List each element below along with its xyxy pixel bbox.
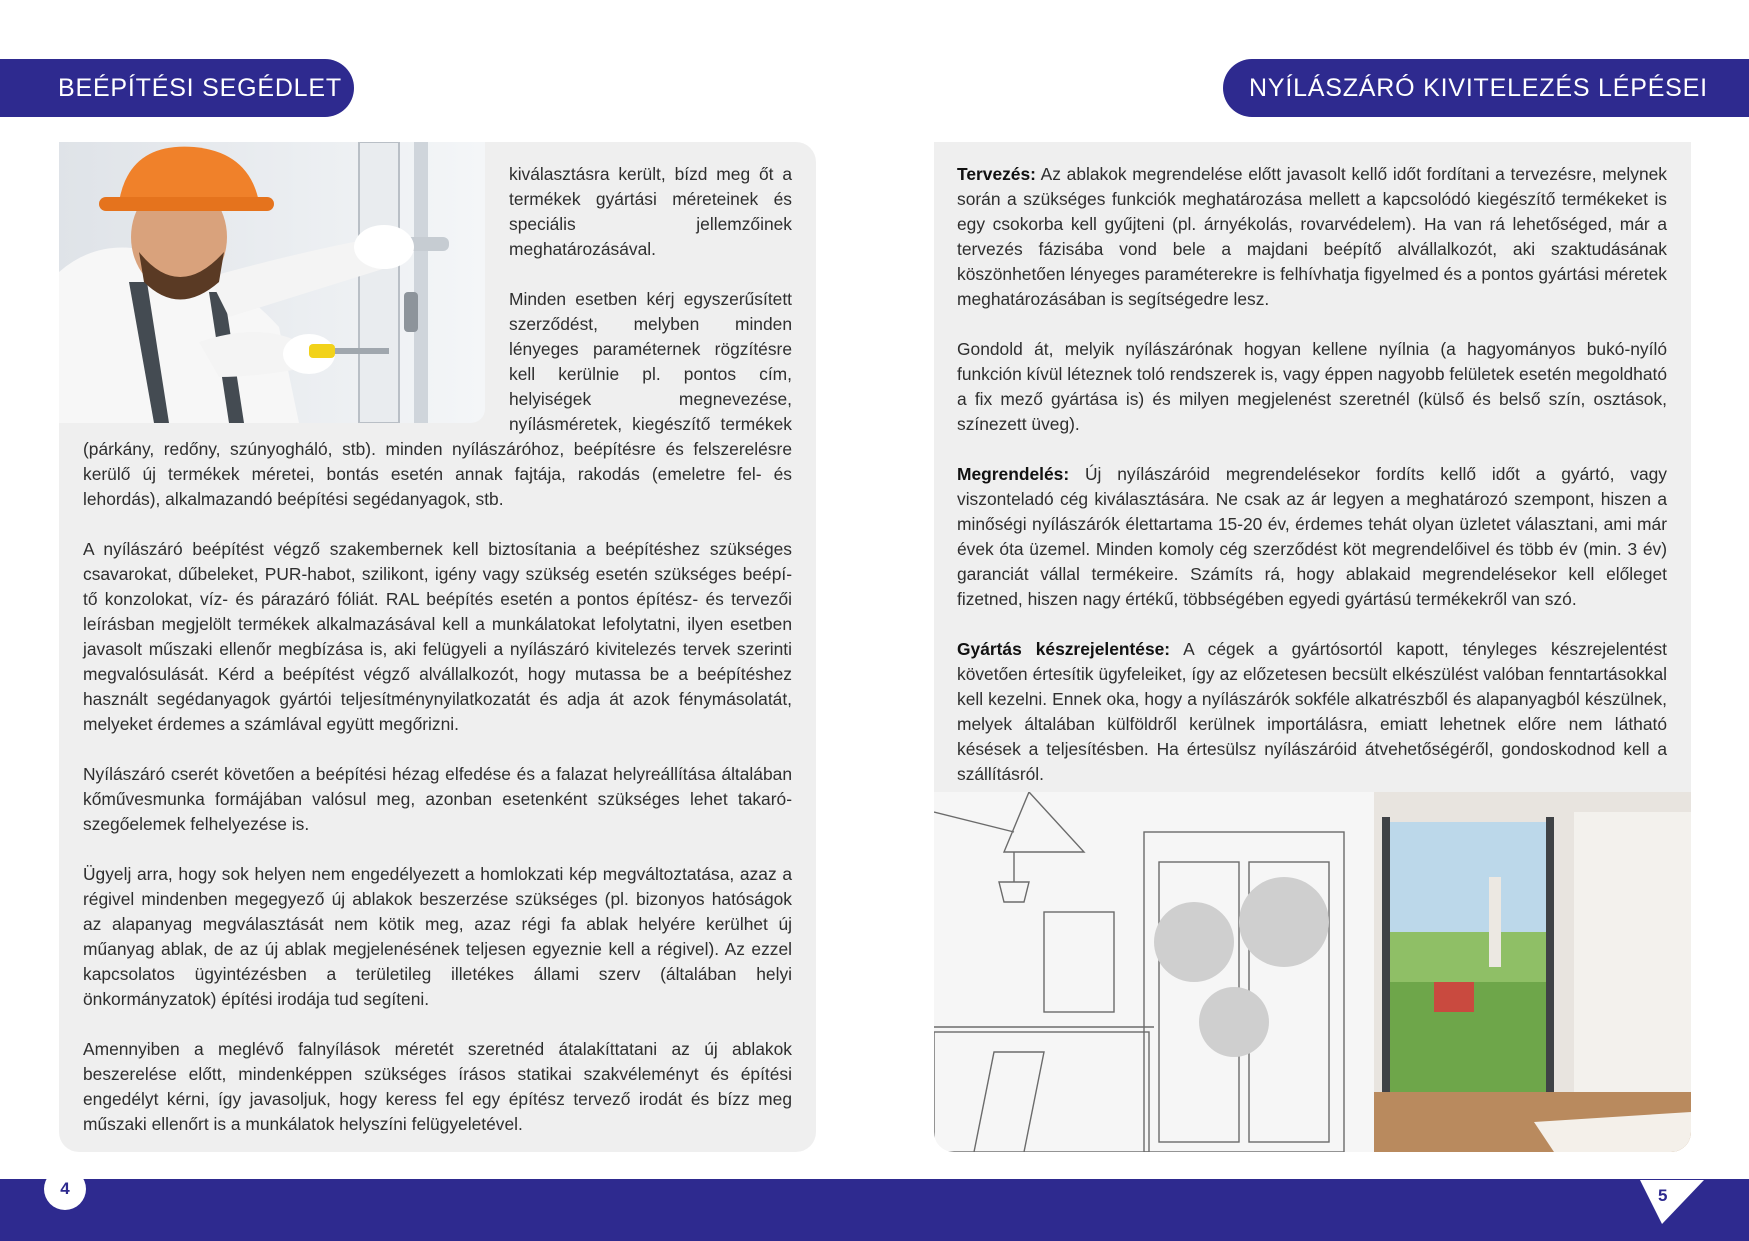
left-paragraph-3: A nyílászáró beépítést végző szakembernek kell biztosítania a beépítéshez szükséges csavarokat, dűbeleket, PUR-habot, szilikont, igény vagy szükség esetén szükséges beépí-tő konzolokat, víz- és párazáró fóliát. RAL beépítés esetén a pontos építész- és tervezői leírásban megjelölt termékek alkalmazásával kell a munkálatokat lefolytatni, ilyen esetben javasolt műszaki ellenőr megbízása is, aki felügyeli a nyílászáró kivitelezés tervek szerinti megvalósulását. Kérd a beépítést végző alvállalkozót, hogy mutassa be a beépítéshez használt segédanyagok gyártói teljesítménynyilatkozatát és adja át azok fénymásolatát, melyeket érdemes a számlával együtt megőrizni. [83, 539, 792, 734]
page-number-left [44, 1168, 86, 1210]
page-number-left-label: 4 [60, 1179, 70, 1198]
left-paragraph-2: Minden esetben kérj egyszerűsített szerződést, melyben minden lényeges paraméternek rögzítésre kell kerülnie pl. pontos cím, helyiségek megnevezése, nyílásméretek, kiegészítő termékek (párkány, redőny, szúnyogháló, stb). minden nyílászáróhoz, beépítésre és felszerelésre kerülő új termékek méretei, bontás esetén annak fajtája, rakodás (emeletre fel- és lehordás), alkalmazandó beépítési segédanyagok, stb. [83, 289, 792, 509]
right-page-header [1223, 59, 1749, 117]
section-production-ready [957, 637, 1667, 787]
left-paragraph-4: Nyílászáró cserét követően a beépítési hézag elfedése és a falazat helyreállítása általában kőművesmunka formájában valósul meg, azonban esetenként szükséges lehet takaró-szegőelemek felhelyezése is. [83, 764, 792, 834]
left-page-body [83, 162, 792, 1162]
right-page-title: NYÍLÁSZÁRÓ KIVITELEZÉS LÉPÉSEI [1249, 73, 1708, 102]
page-number-right [1640, 1178, 1704, 1224]
left-page-title: BEÉPÍTÉSI SEGÉDLET [58, 73, 342, 102]
section-opening-options-body: Gondold át, melyik nyílászárónak hogyan kellene nyílnia (a hagyományos bukó-nyíló funkción kívül léteznek toló rendszerek is, vagy éppen nagyobb felületek esetén megoldható a fix mező gyártása is) és milyen megjelenést szeretnél (külső és belső szín, osztások, színezett üveg). [957, 339, 1667, 434]
section-planning-body: Az ablakok megrendelése előtt javasolt kellő időt fordítani a tervezésre, melynek során a szükséges funkciók meghatározása mellett a kapcsolódó kiegészítő termékeket is egy csokorba kell gyűjteni (pl. árnyékolás, rovarvédelem). Ha van rá lehetőséged, már a tervezés fázisába vond bele a majdani beépítő alvállalkozót, aki szaktudásának köszönhetően lényeges paraméterekre is felhívhatja figyelmed és a pontos gyártási méretek meghatározásában is segítségedre lesz. [957, 164, 1667, 309]
section-planning-heading: Tervezés: [957, 164, 1036, 184]
section-ordering-body: Új nyílászáróid megrendelésekor fordíts kellő időt a gyártó, vagy viszonteladó cég kiválasztására. Ne csak az ár legyen a meghatározó szempont, hiszen a minőségi nyílászárók élettartama 15-20 év, érdemes tehát olyan üzletet választani, ami már évek óta üzemel. Minden komoly cég szerződést köt megrendelőivel és több év (min. 3 év) garanciát vállal termékeire. Számíts rá, hogy ablakaid megrendelésekor kell előleget fizetned, hiszen nagy értékű, többségében egyedi gyártású termékekről van szó. [957, 464, 1667, 609]
left-paragraph-5: Ügyelj arra, hogy sok helyen nem engedélyezett a homlokzati kép megváltoztatása, azaz a régivel mindenben megegyező új ablakok beszerzése szükséges (pl. bizonyos hatóságok az alapanyag megválasztását nem kötik meg, azaz régi fa ablak helyére kerülhet új műanyag ablak, de az új ablak megjelenésének teljesen egyeznie kell a régivel). Az ezzel kapcsolatos ügyintézésben a területileg illetékes állami szerv (általában helyi önkormányzatok) építési irodája tud segíteni. [83, 864, 792, 1009]
section-ordering [957, 462, 1667, 612]
left-page-header [0, 59, 354, 117]
section-production-ready-body: A cégek a gyártósortól kapott, tényleges készrejelentést követően értesítik ügyfeleiket, így az előzetesen becsült elkészülést valóban fenntartásokkal kell kezelni. Ennek oka, hogy a nyílászárók sokféle alkatrészből és alapanyagból készülnek, melyek általában külföldről kerülnek importálásra, emiatt lehetnek előre nem látható késések a teljesítésben. Ha értesülsz nyílászáróid átvehetőségéről, gondoskodnod kell a szállításról. [957, 639, 1667, 784]
section-ordering-heading: Megrendelés: [957, 464, 1070, 484]
section-opening-options [957, 337, 1667, 437]
left-paragraph-6: Amennyiben a meglévő falnyílások méretét szeretnéd átalakíttatani az új ablakok beszerelése előtt, mindenképpen szükséges írásos statikai szakvéleményt és építési engedélyt kérni, így javasoljuk, hogy keress fel egy építész tervező irodát és bízz meg műszaki ellenőrt is a munkálatok helyszíni felügyeletével. [83, 1039, 792, 1134]
section-production-ready-heading: Gyártás készrejelentése: [957, 639, 1171, 659]
right-page-body [957, 162, 1667, 812]
section-planning [957, 162, 1667, 312]
interior-sketch-photo [934, 792, 1691, 1152]
footer-bar [0, 1179, 1749, 1241]
left-paragraph-1: kiválasztásra került, bízd meg őt a termékek gyártási méreteinek és speciális jellemzőinek meghatározásával. [509, 164, 792, 259]
page-number-right-label: 5 [1658, 1186, 1668, 1205]
worker-photo [59, 142, 485, 423]
